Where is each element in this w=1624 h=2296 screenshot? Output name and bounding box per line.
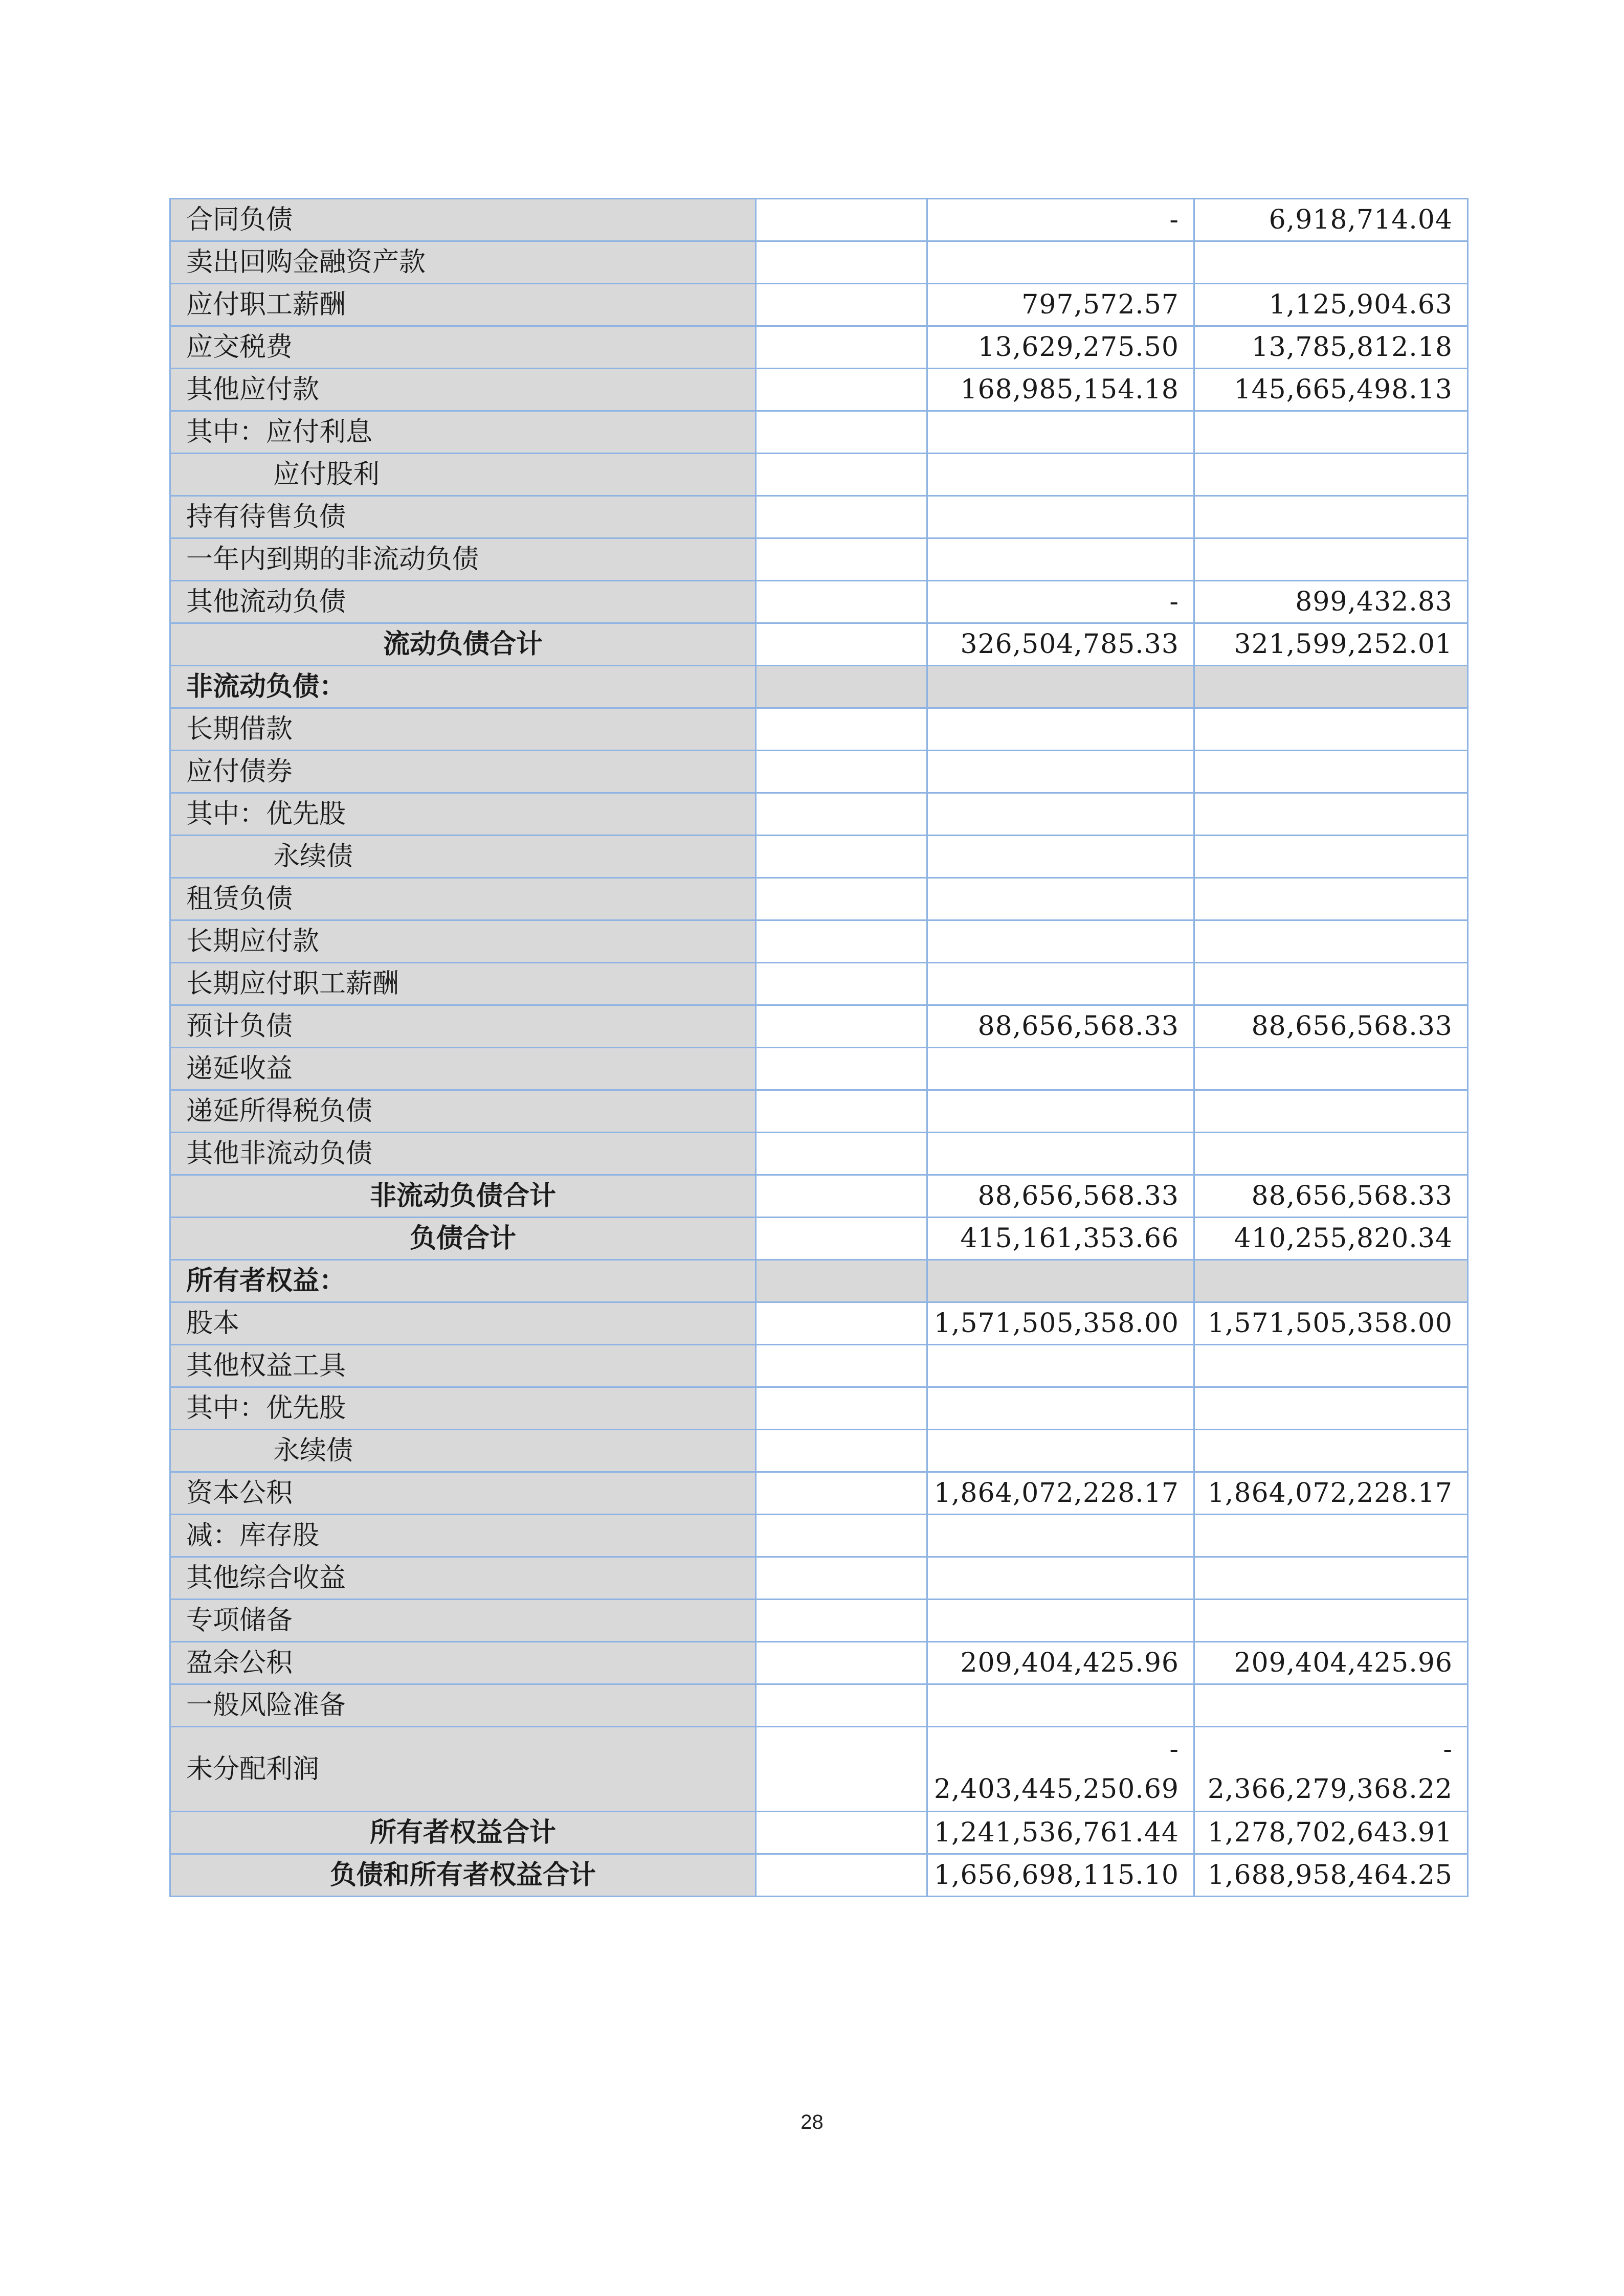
row-label: 应付债券 bbox=[170, 751, 756, 793]
previous-period-value bbox=[1194, 1345, 1468, 1387]
note-cell bbox=[756, 326, 927, 369]
table-row bbox=[170, 1727, 1468, 1812]
current-period-value: 415,161,353.66 bbox=[927, 1218, 1194, 1260]
previous-period-value: - 2,366,279,368.22 bbox=[1194, 1727, 1468, 1812]
note-cell bbox=[756, 284, 927, 326]
current-period-value: 88,656,568.33 bbox=[927, 1175, 1194, 1218]
row-label: 其他应付款 bbox=[170, 369, 756, 411]
previous-period-value bbox=[1194, 1090, 1468, 1133]
row-label: 其他非流动负债 bbox=[170, 1133, 756, 1175]
current-period-value bbox=[927, 1684, 1194, 1727]
note-cell bbox=[756, 538, 927, 581]
current-period-value bbox=[927, 708, 1194, 751]
table-row bbox=[170, 963, 1468, 1005]
current-period-value bbox=[927, 1090, 1194, 1133]
table-row bbox=[170, 1430, 1468, 1472]
table-row bbox=[170, 1345, 1468, 1387]
previous-period-value: 209,404,425.96 bbox=[1194, 1642, 1468, 1684]
previous-period-value: 6,918,714.04 bbox=[1194, 199, 1468, 241]
row-label: 递延收益 bbox=[170, 1048, 756, 1090]
previous-period-value bbox=[1194, 1260, 1468, 1302]
previous-period-value bbox=[1194, 1133, 1468, 1175]
current-period-value bbox=[927, 454, 1194, 496]
note-cell bbox=[756, 199, 927, 241]
table-row bbox=[170, 751, 1468, 793]
table-row bbox=[170, 581, 1468, 623]
previous-period-value bbox=[1194, 241, 1468, 284]
table-row bbox=[170, 836, 1468, 878]
current-period-value: 209,404,425.96 bbox=[927, 1642, 1194, 1684]
previous-period-value bbox=[1194, 878, 1468, 920]
table-row bbox=[170, 1005, 1468, 1048]
table-row bbox=[170, 411, 1468, 454]
note-cell bbox=[756, 751, 927, 793]
row-label: 应付职工薪酬 bbox=[170, 284, 756, 326]
row-label: 卖出回购金融资产款 bbox=[170, 241, 756, 284]
note-cell bbox=[756, 1048, 927, 1090]
previous-period-value bbox=[1194, 666, 1468, 708]
table-row bbox=[170, 878, 1468, 920]
note-cell bbox=[756, 1472, 927, 1515]
current-period-value bbox=[927, 878, 1194, 920]
current-period-value bbox=[927, 1048, 1194, 1090]
previous-period-value bbox=[1194, 1557, 1468, 1600]
row-label: 盈余公积 bbox=[170, 1642, 756, 1684]
row-label: 预计负债 bbox=[170, 1005, 756, 1048]
note-cell bbox=[756, 454, 927, 496]
current-period-value: 797,572.57 bbox=[927, 284, 1194, 326]
current-period-value bbox=[927, 1260, 1194, 1302]
row-label: 未分配利润 bbox=[170, 1727, 756, 1812]
note-cell bbox=[756, 1302, 927, 1345]
previous-period-value bbox=[1194, 454, 1468, 496]
row-label: 其他权益工具 bbox=[170, 1345, 756, 1387]
current-period-value: 1,571,505,358.00 bbox=[927, 1302, 1194, 1345]
table-row bbox=[170, 1684, 1468, 1727]
note-cell bbox=[756, 1345, 927, 1387]
table-row bbox=[170, 1557, 1468, 1600]
table-row bbox=[170, 496, 1468, 538]
row-label: 减：库存股 bbox=[170, 1515, 756, 1557]
table-row bbox=[170, 1133, 1468, 1175]
current-period-value: 1,656,698,115.10 bbox=[927, 1854, 1194, 1897]
row-label: 一般风险准备 bbox=[170, 1684, 756, 1727]
previous-period-value: 1,571,505,358.00 bbox=[1194, 1302, 1468, 1345]
previous-period-value bbox=[1194, 1515, 1468, 1557]
table-row bbox=[170, 1812, 1468, 1854]
note-cell bbox=[756, 1515, 927, 1557]
previous-period-value bbox=[1194, 1430, 1468, 1472]
table-row bbox=[170, 708, 1468, 751]
table-row bbox=[170, 1854, 1468, 1897]
current-period-value bbox=[927, 241, 1194, 284]
note-cell bbox=[756, 836, 927, 878]
current-period-value bbox=[927, 1345, 1194, 1387]
row-label: 应付股利 bbox=[170, 454, 756, 496]
table-row bbox=[170, 623, 1468, 666]
row-label: 长期应付款 bbox=[170, 920, 756, 963]
current-period-value: - bbox=[927, 581, 1194, 623]
note-cell bbox=[756, 369, 927, 411]
note-cell bbox=[756, 708, 927, 751]
row-label: 租赁负债 bbox=[170, 878, 756, 920]
note-cell bbox=[756, 1218, 927, 1260]
row-label: 非流动负债： bbox=[170, 666, 756, 708]
note-cell bbox=[756, 1557, 927, 1600]
previous-period-value bbox=[1194, 1600, 1468, 1642]
previous-period-value: 13,785,812.18 bbox=[1194, 326, 1468, 369]
current-period-value: 13,629,275.50 bbox=[927, 326, 1194, 369]
table-row bbox=[170, 1515, 1468, 1557]
row-label: 其中：应付利息 bbox=[170, 411, 756, 454]
previous-period-value bbox=[1194, 1048, 1468, 1090]
note-cell bbox=[756, 963, 927, 1005]
row-label: 应交税费 bbox=[170, 326, 756, 369]
page-number: 28 bbox=[800, 2111, 824, 2133]
note-cell bbox=[756, 1854, 927, 1897]
previous-period-value: 1,688,958,464.25 bbox=[1194, 1854, 1468, 1897]
note-cell bbox=[756, 1430, 927, 1472]
row-label: 持有待售负债 bbox=[170, 496, 756, 538]
previous-period-value bbox=[1194, 708, 1468, 751]
row-label: 长期应付职工薪酬 bbox=[170, 963, 756, 1005]
table-row bbox=[170, 1048, 1468, 1090]
previous-period-value: 1,125,904.63 bbox=[1194, 284, 1468, 326]
note-cell bbox=[756, 241, 927, 284]
previous-period-value: 321,599,252.01 bbox=[1194, 623, 1468, 666]
table-row bbox=[170, 1387, 1468, 1430]
note-cell bbox=[756, 1005, 927, 1048]
previous-period-value bbox=[1194, 496, 1468, 538]
table-row bbox=[170, 1260, 1468, 1302]
table-row bbox=[170, 666, 1468, 708]
previous-period-value bbox=[1194, 538, 1468, 581]
previous-period-value bbox=[1194, 963, 1468, 1005]
table-row bbox=[170, 1642, 1468, 1684]
current-period-value bbox=[927, 963, 1194, 1005]
table-row bbox=[170, 454, 1468, 496]
previous-period-value: 899,432.83 bbox=[1194, 581, 1468, 623]
table-row bbox=[170, 199, 1468, 241]
table-row bbox=[170, 793, 1468, 836]
previous-period-value bbox=[1194, 1387, 1468, 1430]
row-label: 永续债 bbox=[170, 1430, 756, 1472]
note-cell bbox=[756, 1090, 927, 1133]
row-label: 长期借款 bbox=[170, 708, 756, 751]
current-period-value bbox=[927, 751, 1194, 793]
current-period-value bbox=[927, 496, 1194, 538]
current-period-value: - 2,403,445,250.69 bbox=[927, 1727, 1194, 1812]
row-label: 所有者权益： bbox=[170, 1260, 756, 1302]
note-cell bbox=[756, 581, 927, 623]
row-label: 股本 bbox=[170, 1302, 756, 1345]
table-row bbox=[170, 284, 1468, 326]
current-period-value bbox=[927, 1430, 1194, 1472]
note-cell bbox=[756, 1387, 927, 1430]
note-cell bbox=[756, 666, 927, 708]
row-label: 负债合计 bbox=[170, 1218, 756, 1260]
row-label: 其中：优先股 bbox=[170, 1387, 756, 1430]
previous-period-value bbox=[1194, 920, 1468, 963]
table-row bbox=[170, 369, 1468, 411]
current-period-value bbox=[927, 538, 1194, 581]
row-label: 专项储备 bbox=[170, 1600, 756, 1642]
current-period-value bbox=[927, 666, 1194, 708]
note-cell bbox=[756, 878, 927, 920]
row-label: 合同负债 bbox=[170, 199, 756, 241]
note-cell bbox=[756, 1812, 927, 1854]
current-period-value bbox=[927, 1387, 1194, 1430]
table-row bbox=[170, 1175, 1468, 1218]
previous-period-value: 1,864,072,228.17 bbox=[1194, 1472, 1468, 1515]
current-period-value bbox=[927, 1133, 1194, 1175]
note-cell bbox=[756, 1260, 927, 1302]
note-cell bbox=[756, 1133, 927, 1175]
row-label: 非流动负债合计 bbox=[170, 1175, 756, 1218]
note-cell bbox=[756, 793, 927, 836]
current-period-value: 1,864,072,228.17 bbox=[927, 1472, 1194, 1515]
table-row bbox=[170, 1302, 1468, 1345]
current-period-value: 1,241,536,761.44 bbox=[927, 1812, 1194, 1854]
row-label: 负债和所有者权益合计 bbox=[170, 1854, 756, 1897]
note-cell bbox=[756, 1600, 927, 1642]
note-cell bbox=[756, 1642, 927, 1684]
note-cell bbox=[756, 1684, 927, 1727]
current-period-value: 168,985,154.18 bbox=[927, 369, 1194, 411]
current-period-value bbox=[927, 411, 1194, 454]
previous-period-value bbox=[1194, 751, 1468, 793]
current-period-value bbox=[927, 1557, 1194, 1600]
row-label: 递延所得税负债 bbox=[170, 1090, 756, 1133]
row-label: 资本公积 bbox=[170, 1472, 756, 1515]
previous-period-value bbox=[1194, 411, 1468, 454]
current-period-value: - bbox=[927, 199, 1194, 241]
current-period-value bbox=[927, 920, 1194, 963]
current-period-value: 326,504,785.33 bbox=[927, 623, 1194, 666]
row-label: 其中：优先股 bbox=[170, 793, 756, 836]
balance-sheet-table bbox=[169, 198, 1469, 1897]
previous-period-value: 145,665,498.13 bbox=[1194, 369, 1468, 411]
note-cell bbox=[756, 920, 927, 963]
table-row bbox=[170, 326, 1468, 369]
previous-period-value: 410,255,820.34 bbox=[1194, 1218, 1468, 1260]
table-row bbox=[170, 920, 1468, 963]
current-period-value bbox=[927, 836, 1194, 878]
note-cell bbox=[756, 496, 927, 538]
table-row bbox=[170, 538, 1468, 581]
table-row bbox=[170, 1090, 1468, 1133]
table-row bbox=[170, 1472, 1468, 1515]
note-cell bbox=[756, 623, 927, 666]
table-row bbox=[170, 241, 1468, 284]
previous-period-value: 1,278,702,643.91 bbox=[1194, 1812, 1468, 1854]
previous-period-value bbox=[1194, 836, 1468, 878]
previous-period-value: 88,656,568.33 bbox=[1194, 1005, 1468, 1048]
current-period-value bbox=[927, 1515, 1194, 1557]
row-label: 流动负债合计 bbox=[170, 623, 756, 666]
current-period-value bbox=[927, 1600, 1194, 1642]
row-label: 其他综合收益 bbox=[170, 1557, 756, 1600]
table-row bbox=[170, 1600, 1468, 1642]
previous-period-value bbox=[1194, 1684, 1468, 1727]
note-cell bbox=[756, 1727, 927, 1812]
note-cell bbox=[756, 1175, 927, 1218]
note-cell bbox=[756, 411, 927, 454]
previous-period-value bbox=[1194, 793, 1468, 836]
row-label: 所有者权益合计 bbox=[170, 1812, 756, 1854]
row-label: 一年内到期的非流动负债 bbox=[170, 538, 756, 581]
row-label: 永续债 bbox=[170, 836, 756, 878]
previous-period-value: 88,656,568.33 bbox=[1194, 1175, 1468, 1218]
current-period-value: 88,656,568.33 bbox=[927, 1005, 1194, 1048]
table-row bbox=[170, 1218, 1468, 1260]
current-period-value bbox=[927, 793, 1194, 836]
row-label: 其他流动负债 bbox=[170, 581, 756, 623]
